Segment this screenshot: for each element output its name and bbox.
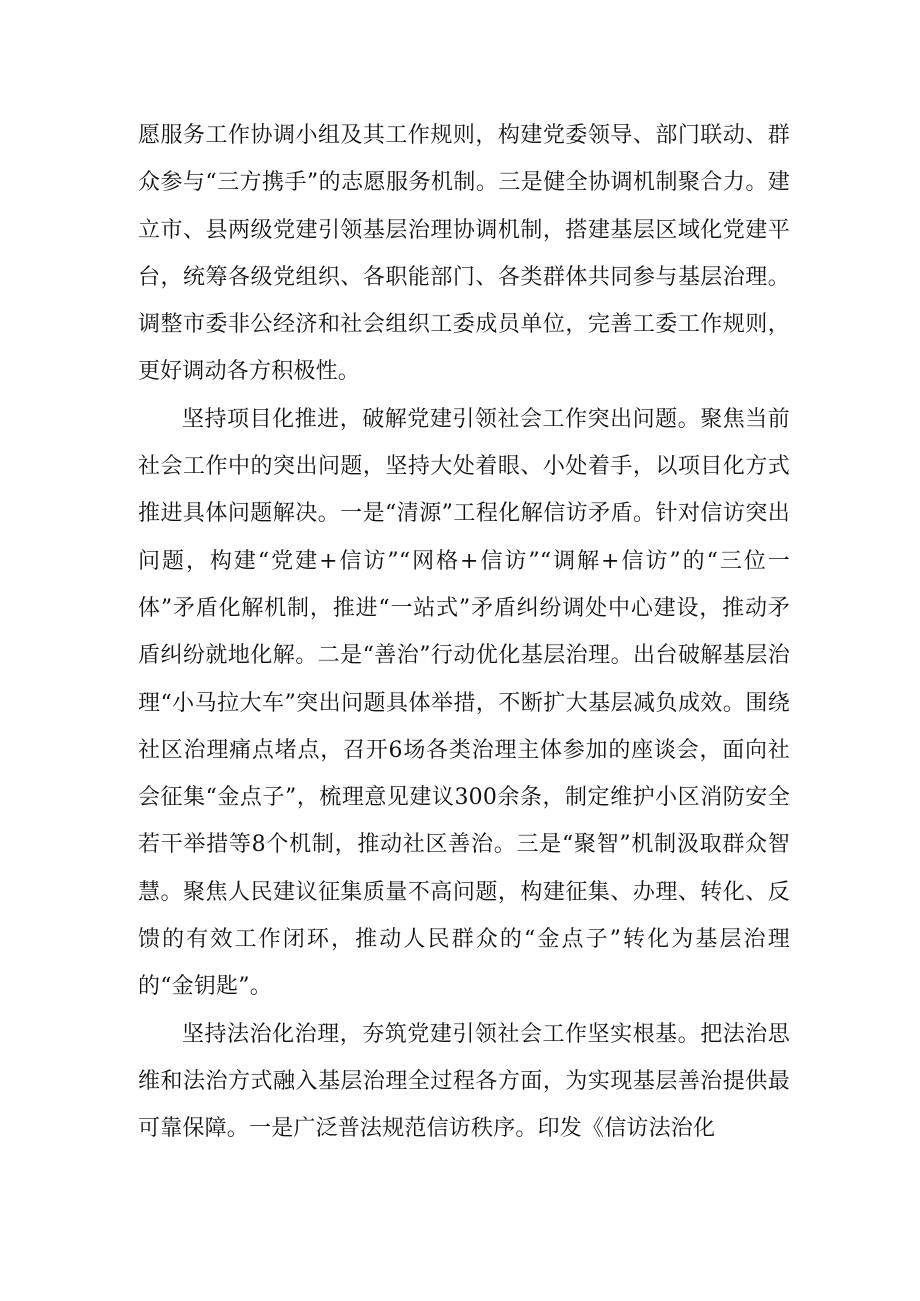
document-body: [138, 112, 790, 1153]
paragraph-2: 坚持项目化推进，破解党建引领社会工作突出问题。聚焦当前社会工作中的突出问题，坚持大处着眼、小处着手，以项目化方式推进具体问题解决。一是“清源”工程化解信访矛盾。针对信访突出问题，构建“党建+信访”“网格+信访”“调解+信访”的“三位一体”矛盾化解机制，推进“一站式”矛盾纠纷调处中心建设，推动矛盾纠纷就地化解。二是“善治”行动优化基层治理。出台破解基层治理“小马拉大车”突出问题具体举措，不断扩大基层减负成效。围绕社区治理痛点堵点，召开6场各类治理主体参加的座谈会，面向社会征集“金点子”，梳理意见建议300余条，制定维护小区消防安全若干举措等8个机制，推动社区善治。三是“聚智”机制汲取群众智慧。聚焦人民建议征集质量不高问题，构建征集、办理、转化、反馈的有效工作闭环，推动人民群众的“金点子”转化为基层治理的“金钥匙”。: [138, 406, 790, 1000]
paragraph-3: 坚持法治化治理，夯筑党建引领社会工作坚实根基。把法治思维和法治方式融入基层治理全过程各方面，为实现基层善治提供最可靠保障。一是广泛普法规范信访秩序。印发《信访法治化: [138, 1021, 790, 1142]
paragraph-1: 愿服务工作协调小组及其工作规则，构建党委领导、部门联动、群众参与“三方携手”的志愿服务机制。三是健全协调机制聚合力。建立市、县两级党建引领基层治理协调机制，搭建基层区域化党建平台，统筹各级党组织、各职能部门、各类群体共同参与基层治理。调整市委非公经济和社会组织工委成员单位，完善工委工作规则，更好调动各方积极性。: [138, 123, 790, 385]
